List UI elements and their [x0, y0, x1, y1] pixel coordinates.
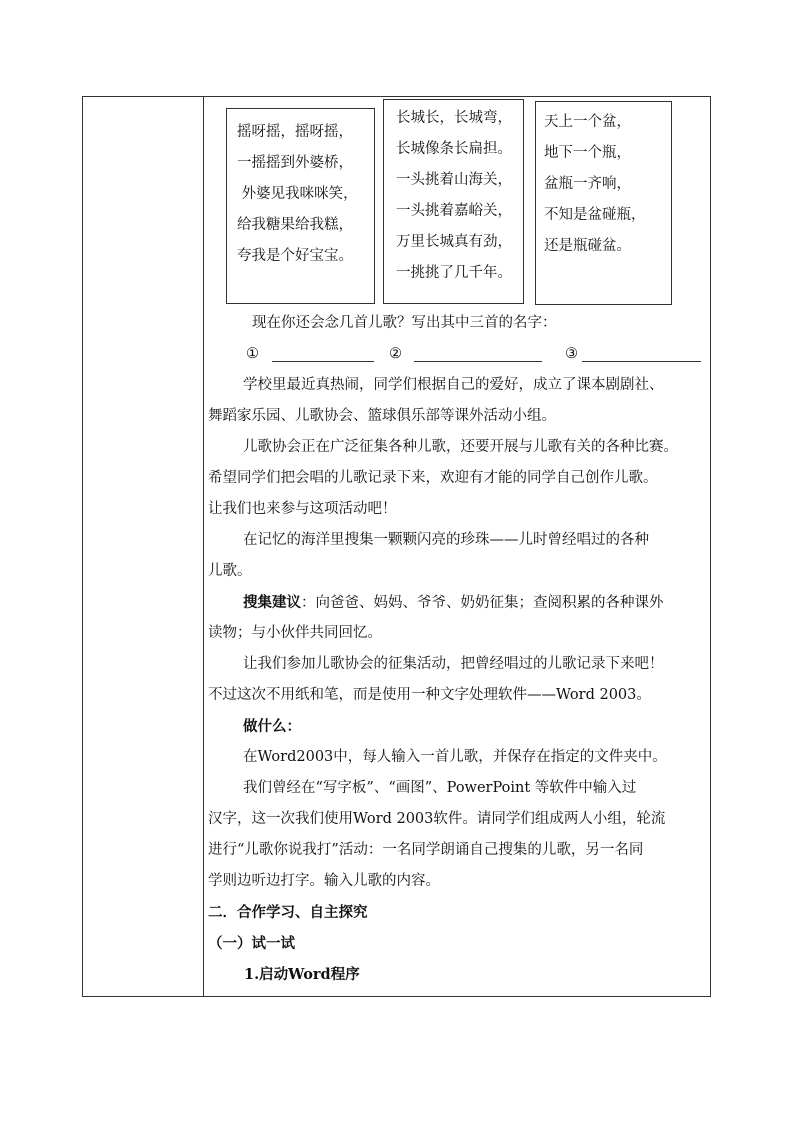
paragraph-line: 进行“儿歌你说我打”活动：一名同学朗诵自己搜集的儿歌，另一名同	[208, 842, 644, 858]
paragraph-line: 儿歌。	[208, 563, 252, 579]
suggestion-line	[208, 587, 708, 618]
column-divider	[203, 97, 204, 996]
answer-blank-2[interactable]	[414, 347, 542, 362]
suggestion-label: 搜集建议	[243, 594, 301, 611]
rhyme-line: 给我糖果给我糕，	[237, 217, 353, 233]
paragraph-line: 希望同学们把会唱的儿歌记录下来，欢迎有才能的同学自己创作儿歌。	[208, 470, 658, 486]
paragraph-line: 学校里最近真热闹，同学们根据自己的爱好，成立了课本剧剧社、	[243, 377, 664, 393]
rhyme-line: 不知是盆碰瓶，	[544, 207, 646, 223]
answer-blanks-row	[208, 339, 708, 370]
paragraph-line: 不过这次不用纸和笔，而是使用一种文字处理软件——Word 2003。	[208, 687, 651, 703]
subsection-heading: （一）试一试	[208, 935, 295, 952]
paragraph-line: 在Word2003中，每人输入一首儿歌，并保存在指定的文件夹中。	[243, 749, 667, 765]
paragraph-line: 在记忆的海洋里搜集一颗颗闪亮的珍珠——儿时曾经唱过的各种	[243, 532, 649, 548]
rhyme-line: 一摇摇到外婆桥，	[237, 155, 353, 171]
rhyme-line: 万里长城真有劲，	[396, 234, 512, 250]
lesson-content	[208, 308, 708, 990]
paragraph-line: 读物；与小伙伴共同回忆。	[208, 625, 382, 641]
rhyme-line: 长城长，长城弯，	[396, 110, 512, 126]
paragraph-line: 汉字，这一次我们使用Word 2003软件。请同学们组成两人小组，轮流	[208, 811, 666, 827]
paragraph-line: 学则边听边打字。输入儿歌的内容。	[208, 873, 440, 889]
lesson-table	[82, 96, 711, 997]
blank-mark-1: ①	[246, 346, 259, 362]
rhyme-line: 盆瓶一齐响，	[544, 176, 631, 192]
answer-blank-1[interactable]	[272, 347, 374, 362]
todo-heading: 做什么：	[243, 718, 301, 735]
rhyme-line: 还是瓶碰盆。	[544, 238, 631, 254]
nursery-rhyme-box-1	[226, 108, 375, 304]
answer-blank-3[interactable]	[582, 347, 701, 362]
section-heading: 二．合作学习、自主探究	[208, 904, 368, 921]
suggestion-text: ：向爸爸、妈妈、爷爷、奶奶征集；查阅积累的各种课外	[301, 595, 664, 611]
blank-mark-3: ③	[565, 346, 578, 362]
rhyme-line: 地下一个瓶，	[544, 145, 631, 161]
rhyme-line: 长城像条长扁担。	[396, 141, 512, 157]
nursery-rhyme-box-2	[383, 99, 524, 304]
blank-mark-2: ②	[389, 346, 402, 362]
rhyme-line: 夸我是个好宝宝。	[237, 248, 353, 264]
rhyme-line: 外婆见我咪咪笑，	[237, 186, 358, 202]
paragraph-line: 让我们也来参与这项活动吧！	[208, 501, 397, 517]
step-heading: 1.启动Word程序	[244, 966, 360, 983]
rhyme-line: 一头挑着山海关，	[396, 172, 512, 188]
question-text: 现在你还会念几首儿歌？写出其中三首的名字：	[252, 315, 557, 331]
paragraph-line: 舞蹈家乐园、儿歌协会、篮球俱乐部等课外活动小组。	[208, 408, 556, 424]
paragraph-line: 让我们参加儿歌协会的征集活动，把曾经唱过的儿歌记录下来吧！	[243, 656, 664, 672]
rhyme-line: 摇呀摇，摇呀摇，	[237, 124, 353, 140]
paragraph-line: 儿歌协会正在广泛征集各种儿歌，还要开展与儿歌有关的各种比赛。	[243, 439, 678, 455]
nursery-rhyme-box-3	[535, 101, 672, 305]
paragraph-line: 我们曾经在“写字板”、“画图”、PowerPoint 等软件中输入过	[243, 780, 637, 796]
rhyme-line: 一头挑着嘉峪关，	[396, 203, 512, 219]
rhyme-line: 一挑挑了几千年。	[396, 265, 512, 281]
rhyme-line: 天上一个盆，	[544, 114, 631, 130]
